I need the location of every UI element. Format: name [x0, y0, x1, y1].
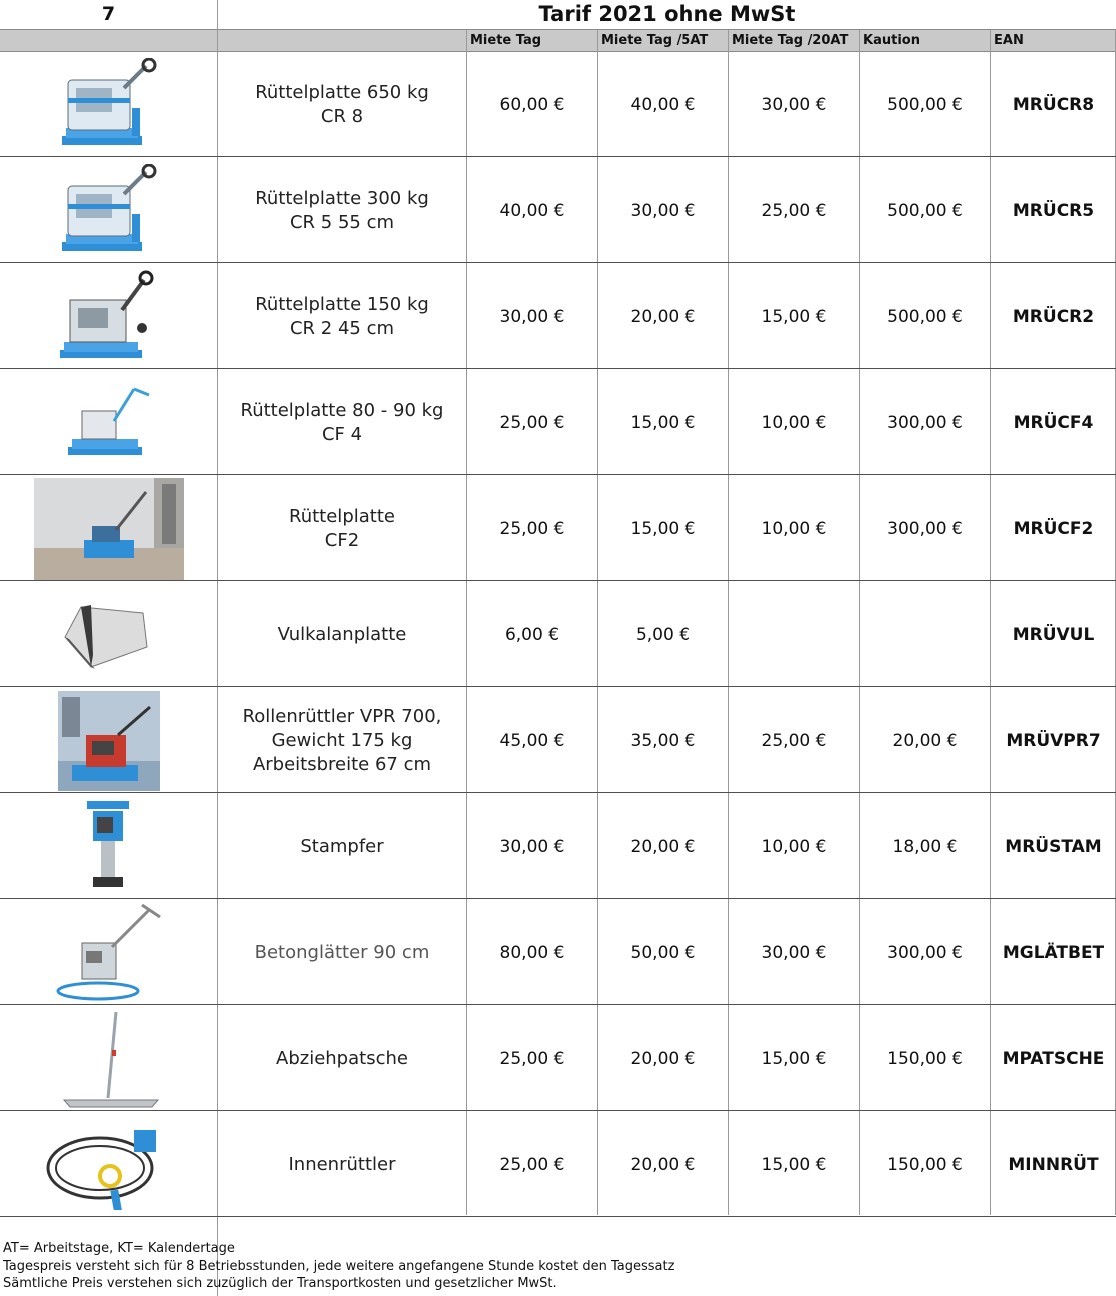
price-miete-20at: 15,00 €: [761, 1049, 827, 1069]
price-miete-tag: 80,00 €: [499, 943, 565, 963]
price-kaution: 150,00 €: [887, 1155, 963, 1175]
table-row: [0, 476, 1116, 582]
price-miete-tag: 60,00 €: [499, 95, 565, 115]
product-name-line: Rüttelplatte 650 kg: [255, 82, 429, 103]
price-miete-20at: 10,00 €: [761, 837, 827, 857]
table-row: [0, 52, 1116, 158]
product-name-line: Betonglätter 90 cm: [254, 942, 430, 963]
internal-vibrator-icon: [0, 1112, 217, 1218]
plate-compactor-large-icon: [0, 158, 217, 264]
product-name-line: CF2: [324, 530, 360, 551]
footer-note: Sämtliche Preis verstehen sich zuzüglich der Transportkosten und gesetzlicher MwSt.: [3, 1276, 557, 1291]
column-header-kaution: Kaution: [863, 33, 920, 48]
price-miete-5at: 20,00 €: [630, 307, 696, 327]
table-row: [0, 1006, 1116, 1112]
product-name-line: CR 5 55 cm: [289, 212, 395, 233]
divider: [0, 1216, 1116, 1217]
price-kaution: 300,00 €: [887, 413, 963, 433]
product-name-line: Rüttelplatte 150 kg: [255, 294, 429, 315]
table-row: [0, 264, 1116, 370]
price-miete-20at: 25,00 €: [761, 731, 827, 751]
price-miete-5at: 5,00 €: [635, 625, 691, 645]
footer-note: AT= Arbeitstage, KT= Kalendertage: [3, 1241, 235, 1256]
price-miete-tag: 25,00 €: [499, 413, 565, 433]
price-kaution: 500,00 €: [887, 201, 963, 221]
ean-code: MPATSCHE: [1002, 1049, 1105, 1069]
divider: [0, 474, 1116, 475]
column-header-miete-20at: Miete Tag /20AT: [732, 33, 849, 48]
divider: [0, 1004, 1116, 1005]
product-name: [218, 158, 466, 264]
footer-note: Tagespreis versteht sich für 8 Betriebsstunden, jede weitere angefangene Stunde kostet den Tagessatz: [3, 1258, 675, 1274]
price-miete-5at: 40,00 €: [630, 95, 696, 115]
product-name: [218, 794, 466, 900]
product-name-line: Abziehpatsche: [276, 1048, 408, 1069]
price-miete-20at: [729, 582, 859, 688]
column-header-ean: EAN: [994, 33, 1024, 48]
price-kaution: 500,00 €: [887, 307, 963, 327]
product-name-line: Arbeitsbreite 67 cm: [252, 754, 432, 775]
table-row: [0, 582, 1116, 688]
divider: [0, 262, 1116, 263]
ean-code: MRÜCR8: [1012, 95, 1095, 115]
product-name-line: Rollenrüttler VPR 700,: [242, 706, 442, 727]
product-name: [218, 370, 466, 476]
product-name: [218, 52, 466, 158]
table-row: [0, 370, 1116, 476]
product-name: [218, 582, 466, 688]
price-miete-20at: 30,00 €: [761, 943, 827, 963]
plate-compactor-large-icon: [0, 52, 217, 158]
product-name: [218, 900, 466, 1006]
rammer-icon: [0, 794, 217, 900]
plate-compactor-small-icon: [0, 370, 217, 476]
price-miete-tag: 45,00 €: [499, 731, 565, 751]
divider: [990, 30, 991, 1215]
divider: [0, 368, 1116, 369]
price-miete-20at: 15,00 €: [761, 1155, 827, 1175]
product-name-line: Innenrüttler: [288, 1154, 396, 1175]
plate-compactor-photo-icon: [0, 476, 217, 582]
price-miete-5at: 50,00 €: [630, 943, 696, 963]
column-header-row: [0, 30, 1116, 51]
divider: [217, 0, 218, 1296]
divider: [0, 686, 1116, 687]
price-miete-tag: 30,00 €: [499, 307, 565, 327]
ean-code: MRÜSTAM: [1005, 837, 1102, 857]
product-name-line: Vulkalanplatte: [277, 624, 407, 645]
screed-float-icon: [0, 1006, 217, 1112]
product-name: [218, 264, 466, 370]
divider: [466, 30, 467, 1215]
ean-code: MGLÄTBET: [1002, 943, 1105, 963]
price-kaution: 150,00 €: [887, 1049, 963, 1069]
divider: [0, 580, 1116, 581]
price-miete-20at: 25,00 €: [761, 201, 827, 221]
product-name-line: Gewicht 175 kg: [271, 730, 413, 751]
price-miete-tag: 40,00 €: [499, 201, 565, 221]
ean-code: MINNRÜT: [1008, 1155, 1099, 1175]
ean-code: MRÜCF4: [1013, 413, 1094, 433]
price-miete-tag: 25,00 €: [499, 1049, 565, 1069]
price-miete-20at: 15,00 €: [761, 307, 827, 327]
table-row: [0, 900, 1116, 1006]
price-miete-tag: 6,00 €: [504, 625, 560, 645]
divider: [0, 156, 1116, 157]
product-name-line: Rüttelplatte 300 kg: [255, 188, 429, 209]
roller-compactor-photo-icon: [0, 688, 217, 794]
divider: [728, 30, 729, 1215]
divider: [0, 29, 1116, 30]
table-row: [0, 1112, 1116, 1218]
price-miete-5at: 35,00 €: [630, 731, 696, 751]
price-miete-tag: 25,00 €: [499, 1155, 565, 1175]
table-row: [0, 794, 1116, 900]
tarif-title: Tarif 2021 ohne MwSt: [538, 2, 796, 26]
divider: [597, 30, 598, 1215]
price-miete-5at: 15,00 €: [630, 413, 696, 433]
ean-code: MRÜCF2: [1013, 519, 1094, 539]
price-kaution: 20,00 €: [892, 731, 958, 751]
ean-code: MRÜCR5: [1012, 201, 1095, 221]
power-trowel-icon: [0, 900, 217, 1006]
product-name-line: CF 4: [321, 424, 363, 445]
table-row: [0, 688, 1116, 794]
product-name: [218, 688, 466, 794]
product-name: [218, 1112, 466, 1218]
product-name: [218, 476, 466, 582]
product-name-line: CR 8: [320, 106, 364, 127]
divider: [0, 898, 1116, 899]
product-name-line: Rüttelplatte: [289, 506, 395, 527]
rubber-mat-icon: [0, 582, 217, 688]
product-name-line: Rüttelplatte 80 - 90 kg: [240, 400, 444, 421]
price-miete-tag: 30,00 €: [499, 837, 565, 857]
price-miete-5at: 15,00 €: [630, 519, 696, 539]
price-kaution: 18,00 €: [892, 837, 958, 857]
price-miete-5at: 20,00 €: [630, 837, 696, 857]
product-name-line: CR 2 45 cm: [289, 318, 395, 339]
price-miete-20at: 10,00 €: [761, 519, 827, 539]
price-kaution: [860, 582, 990, 688]
price-miete-20at: 30,00 €: [761, 95, 827, 115]
price-miete-5at: 20,00 €: [630, 1155, 696, 1175]
plate-compactor-medium-icon: [0, 264, 217, 370]
title-row: [0, 0, 1116, 29]
ean-code: MRÜVUL: [1012, 625, 1095, 645]
price-miete-20at: 10,00 €: [761, 413, 827, 433]
divider: [859, 30, 860, 1215]
footer-notes: [3, 1240, 1103, 1293]
price-kaution: 300,00 €: [887, 943, 963, 963]
divider: [0, 51, 1116, 52]
price-miete-tag: 25,00 €: [499, 519, 565, 539]
table-row: [0, 158, 1116, 264]
divider: [0, 792, 1116, 793]
price-kaution: 500,00 €: [887, 95, 963, 115]
column-header-miete-5at: Miete Tag /5AT: [601, 33, 709, 48]
product-name: [218, 1006, 466, 1112]
page-number: 7: [101, 3, 116, 25]
ean-code: MRÜVPR7: [1006, 731, 1101, 751]
ean-code: MRÜCR2: [1012, 307, 1095, 327]
divider: [0, 1110, 1116, 1111]
price-miete-5at: 20,00 €: [630, 1049, 696, 1069]
column-header-miete-tag: Miete Tag: [470, 33, 542, 48]
product-name-line: Stampfer: [300, 836, 384, 857]
price-miete-5at: 30,00 €: [630, 201, 696, 221]
price-kaution: 300,00 €: [887, 519, 963, 539]
